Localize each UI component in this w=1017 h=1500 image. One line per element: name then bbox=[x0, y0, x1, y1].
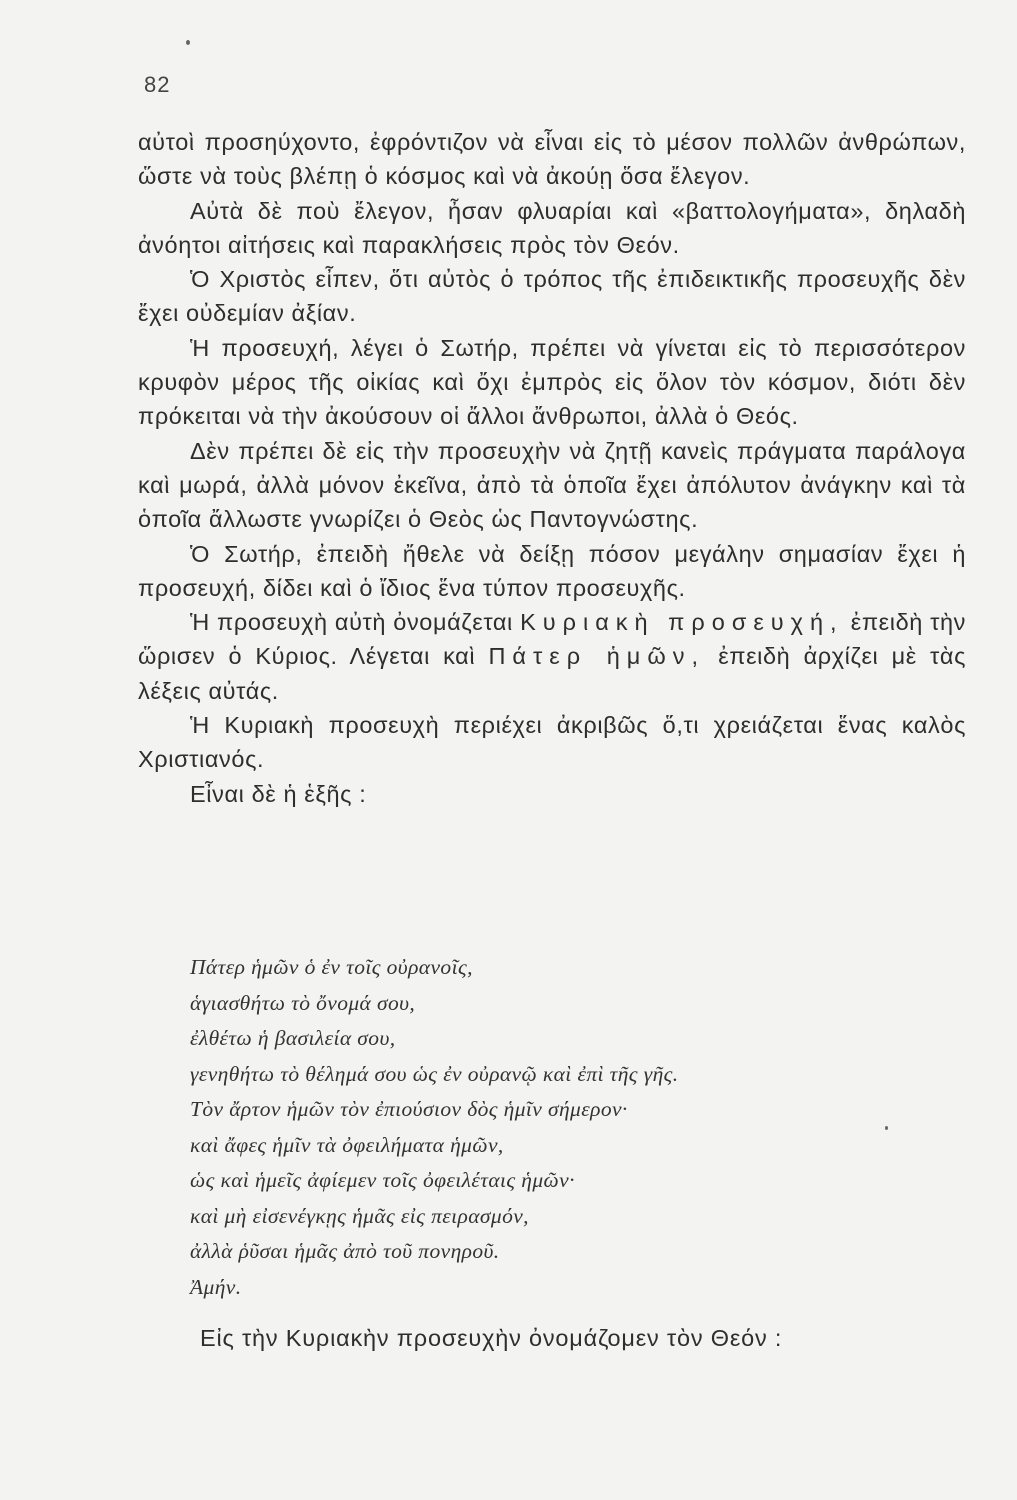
prayer-line: καὶ ἄφες ἡμῖν τὰ ὀφειλήματα ἡμῶν, bbox=[190, 1132, 504, 1157]
paragraph: Εἶναι δὲ ἡ ἑξῆς : bbox=[190, 780, 367, 807]
prayer-line: ἀλλὰ ῥῦσαι ἡμᾶς ἀπὸ τοῦ πονηροῦ. bbox=[190, 1239, 500, 1263]
prayer-line: ἐλθέτω ἡ βασιλεία σου, bbox=[190, 1026, 396, 1050]
prayer-name-pater-imon: Πάτερ ἡμῶν, bbox=[488, 643, 705, 670]
paragraph: Ἡ Κυριακὴ προσευχὴ περιέχει ἀκριβῶς ὅ,τι χρειάζεται ἕνας καλὸς Χριστιανός. bbox=[138, 712, 966, 773]
paragraph: Ὁ Χριστὸς εἶπεν, ὅτι αὐτὸς ὁ τρόπος τῆς ἐπιδεικτικῆς προσευχῆς δὲν ἔχει οὐδεμίαν ἀξίαν. bbox=[138, 266, 966, 327]
paragraph-prayer-names bbox=[138, 605, 966, 708]
prayer-line: Τὸν ἄρτον ἡμῶν τὸν ἐπιούσιον δὸς ἡμῖν σήμερον· bbox=[190, 1097, 628, 1121]
paragraph: αὐτοὶ προσηύχοντο, ἐφρόντιζον νὰ εἶναι εἰς τὸ μέσον πολλῶν ἀνθρώπων, ὥστε νὰ τοὺς βλέπῃ ὁ κόσμος καὶ νὰ ἀκούῃ ὅσα ἔλεγον. bbox=[138, 129, 966, 190]
prayer-name-kyriaki: Κυριακὴ προσευχή, bbox=[520, 609, 844, 636]
prayer-names-end: ἐπειδὴ ἀρχίζει μὲ τὰς λέξεις αὐτάς. bbox=[138, 643, 966, 704]
paragraph: Ἡ προσευχή, λέγει ὁ Σωτήρ, πρέπει νὰ γίνεται εἰς τὸ περισσότερον κρυφὸν μέρος τῆς οἰκίας καὶ ὄχι ἐμπρὸς εἰς ὅλον τὸν κόσμον, διότι δὲν πρόκειται νὰ τὴν ἀκούσουν οἱ ἄλλοι ἄνθρωποι, ἀλλὰ ὁ Θεός. bbox=[138, 334, 966, 430]
prayer-line: Πάτερ ἡμῶν ὁ ἐν τοῖς οὐρανοῖς, bbox=[190, 955, 473, 979]
paragraph: Αὐτὰ δὲ ποὺ ἔλεγον, ἦσαν φλυαρίαι καὶ «βαττολογήματα», δηλαδὴ ἀνόητοι αἰτήσεις καὶ παρακλήσεις πρὸς τὸν Θεόν. bbox=[138, 197, 966, 258]
closing-line: Εἰς τὴν Κυριακὴν προσευχὴν ὀνομάζομεν τὸν Θεόν : bbox=[200, 1325, 783, 1351]
lords-prayer bbox=[190, 950, 679, 1305]
prayer-names-middle: ἐπειδὴ τὴν ὥρισεν ὁ Κύριος. Λέγεται καὶ bbox=[138, 609, 966, 670]
paragraph: Δὲν πρέπει δὲ εἰς τὴν προσευχὴν νὰ ζητῇ κανεὶς πράγματα παράλογα καὶ μωρά, ἀλλὰ μόνον ἐκεῖνα, ἀπὸ τὰ ὁποῖα ἔχει ἀπόλυτον ἀνάγκην καὶ τὰ ὁποῖα ἄλλωστε γνωρίζει ὁ Θεὸς ὡς Παντογνώστης. bbox=[138, 437, 966, 533]
prayer-line: ὡς καὶ ἡμεῖς ἀφίεμεν τοῖς ὀφειλέταις ἡμῶν· bbox=[190, 1168, 575, 1192]
page-number: 82 bbox=[144, 72, 171, 97]
prayer-line-amen: Ἀμήν. bbox=[190, 1274, 242, 1299]
paragraph: Ὁ Σωτήρ, ἐπειδὴ ἤθελε νὰ δείξῃ πόσον μεγάλην σημασίαν ἔχει ἡ προσευχή, δίδει καὶ ὁ ἴδιος ἕνα τύπον προσευχῆς. bbox=[138, 540, 966, 601]
prayer-line: καὶ μὴ εἰσενέγκῃς ἡμᾶς εἰς πειρασμόν, bbox=[190, 1203, 529, 1228]
body-text bbox=[138, 125, 966, 811]
prayer-line: γενηθήτω τὸ θέλημά σου ὡς ἐν οὐρανῷ καὶ ἐπὶ τῆς γῆς. bbox=[190, 1061, 679, 1086]
prayer-line: ἁγιασθήτω τὸ ὄνομά σου, bbox=[190, 990, 416, 1015]
ink-speck bbox=[885, 1126, 888, 1130]
prayer-names-intro: Ἡ προσευχὴ αὐτὴ ὀνομάζεται bbox=[190, 609, 513, 636]
ink-speck bbox=[186, 40, 190, 45]
